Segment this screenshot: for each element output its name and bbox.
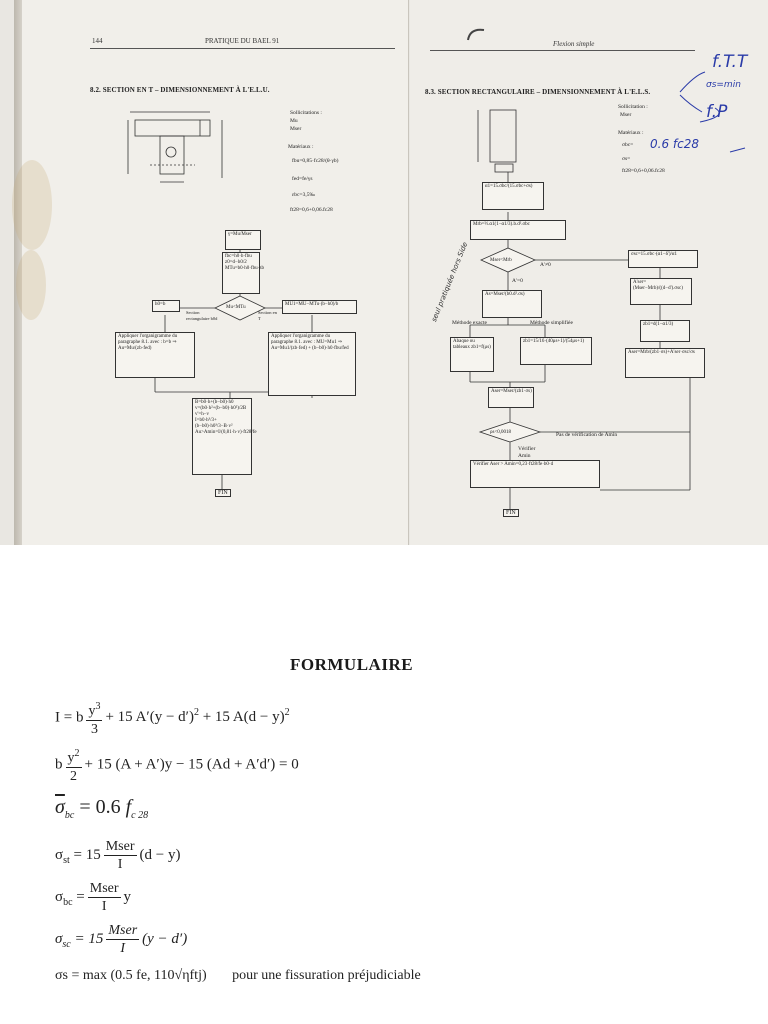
equation-sigma-s-formula: σs = max (0.5 fe, 110√ηftj) xyxy=(55,968,207,983)
flow-box-calc xyxy=(222,252,265,294)
label-no-check: Pas de vérification de Amin xyxy=(556,432,618,438)
handwritten-sigma-bc-value: 0.6 fc28 xyxy=(650,137,699,151)
flow-box-aser-right: Aser=Mrb/(zb1·σs)+A'ser·σsc/σs xyxy=(625,348,705,378)
calc-line: fbc=h0·b·fbu xyxy=(225,254,252,259)
fin-right: FIN xyxy=(503,509,519,517)
equation-sigma-bc-limit: $\overline{\sigma}_{bc} = 0.6$ $f_{c 28}$ xyxy=(55,796,149,821)
handwritten-ftt: f.T.T xyxy=(712,52,748,72)
running-head-left: PRATIQUE DU BAEL 91 xyxy=(205,37,280,45)
label-method-simple: Méthode simplifiée xyxy=(530,320,573,326)
equation-neutral-axis: b $\frac{y^2}{2}$ + 15 (A + A′)y − 15 (Ad + A′d′) = 0 xyxy=(55,745,299,785)
flow-box-zb1-right: zb1=d(1−α1/3) xyxy=(640,320,690,342)
label-a-zero: A'=0 xyxy=(512,278,523,284)
decision-rho: ρs<0,0018 xyxy=(490,430,512,435)
sollicitation-mser-right: Mser xyxy=(620,112,632,118)
sollicitation-mu: Mu xyxy=(290,118,298,124)
final-line: Au>Amin=I/(0,81·h·v)·ft28/fe xyxy=(195,430,257,435)
handwritten-fp: f.P xyxy=(706,102,728,122)
flow-box-apply-left: Appliquer l'organigramme du paragraphe 8.1. avec : b=b ⇒ Au=Mu/(zb·fed) xyxy=(115,332,195,378)
decision-left: Mu<MTu xyxy=(226,305,246,310)
fin-left: FIN xyxy=(215,489,231,497)
equation-sigma-bc: $\sigma_{bc}$ = $\frac{\text{Mser}}{I}$ y xyxy=(55,881,132,914)
equation-sigma-sc: $\sigma_{sc} = 15$ $\frac{\text{Mser}}{I}$ (y − d′) xyxy=(55,923,188,956)
sollicitations-label-left: Sollicitations : xyxy=(290,110,322,116)
handwritten-vertical-note: seul pratiquée hors Side xyxy=(430,241,470,323)
label-verify: Vérifier Amin xyxy=(518,446,536,459)
flow-box-a-prime: A'ser=(Mser−Mrb)/((d−d').σsc) xyxy=(630,278,692,305)
equation-sigma-s-note: pour une fissuration préjudiciable xyxy=(232,968,421,983)
materiau-fed: fed=fe/γs xyxy=(292,176,313,182)
calc-line: z0=d−h0/2 xyxy=(225,260,247,265)
equation-sigma-st: $\sigma_{st} = 15$ $\frac{\text{Mser}}{I}$ (d − y) xyxy=(55,839,181,872)
final-line: v=(b0·h²+(b−b0)·h0²)/2B xyxy=(195,406,247,411)
sollicitation-label-right: Sollicitation : xyxy=(618,104,648,110)
final-line: v'=h−v xyxy=(195,412,210,417)
final-line: I=b0·h³/3+(b−b0)·h0³/3−B·v² xyxy=(195,418,233,429)
materiau-ebc: εbc=3,5‰ xyxy=(292,192,315,198)
section-title-right: 8.3. SECTION RECTANGULAIRE – DIMENSIONNEMENT À L'E.L.S. xyxy=(425,88,651,96)
materiau-ft28-right: ft28=0,6+0,06.fc28 xyxy=(622,168,665,174)
flow-box-verify: Vérifier Aser > Amin=0,23·ft28/fe·b0·d xyxy=(470,460,600,488)
materiau-ft28: ft28=0,6+0,06.fc28 xyxy=(290,207,333,213)
decision-mser: Mser<Mrb xyxy=(490,258,512,263)
running-head-right: Flexion simple xyxy=(553,40,595,48)
label-section-rect: Section rectangulaire b0d xyxy=(186,310,218,321)
sollicitation-mser: Mser xyxy=(290,126,302,132)
materiau-fbu: fbu=0,85·fc28/(θ·γb) xyxy=(292,158,339,164)
flow-box-as: As=Mser/(b0.d².σs) xyxy=(482,290,542,318)
section-title-left: 8.2. SECTION EN T – DIMENSIONNEMENT À L'E.L.U. xyxy=(90,86,270,94)
materiau-sigma-bc: σbc= xyxy=(622,142,634,148)
final-line: B=b0·h+(b−b0)·h0 xyxy=(195,400,234,405)
formulaire-title: FORMULAIRE xyxy=(290,655,414,674)
calc-line: MTu=b0·h0·fbu·zb xyxy=(225,266,265,271)
flow-box-alpha: α1=15.σbc/(15.σbc+σs) xyxy=(482,182,544,210)
page-number: 144 xyxy=(92,37,103,45)
label-a-nonzero: A'≠0 xyxy=(540,262,551,268)
flow-box-zb1: zb1=15/16·(40μs+1)/(54μs+1) xyxy=(520,337,592,365)
flow-box-h0: h0=b xyxy=(152,300,180,312)
flow-box-aser: Aser=Mser/(zb1·σs) xyxy=(488,387,534,408)
materiau-sigma-s: σs= xyxy=(622,156,631,162)
flow-box-mu1: MU1=MU−MTu·(b−h0)/b xyxy=(282,300,357,314)
materiaux-label-left: Matériaux : xyxy=(288,144,314,150)
flow-box-mrb: Mrb=½.α1(1−α1/3).b.d².σbc xyxy=(470,220,566,240)
label-method-exact: Méthode exacte xyxy=(452,320,487,326)
t-section-drawing xyxy=(128,112,222,182)
scan-artifact xyxy=(468,30,484,40)
flow-box-final-left xyxy=(192,398,257,475)
equation-inertia: I = b $\frac{y^3}{3}$ + 15 $A'(y - d')^2 + 15$ $A(d - y)^2$ xyxy=(55,698,290,738)
flow-box-abaque: Abaque ou tableaux zb1=f(μs) xyxy=(450,337,494,372)
flow-box-sigma-sc: σsc=15.σbc·(α1−δ')/α1 xyxy=(628,250,698,268)
flow-box-apply-right: Appliquer l'organigramme du paragraphe 8.1. avec : MU=Mu1 ⇒ Au=Mu1/(zb·fed) + (b−b0)·h0·fbu/fed xyxy=(268,332,356,396)
label-section-t: Section en T xyxy=(258,310,277,321)
equation-sigma-s xyxy=(55,968,421,984)
materiaux-label-right: Matériaux : xyxy=(618,130,644,136)
handwritten-sigma-min: σs=min xyxy=(706,80,741,90)
flow-box-gamma: γ=Mu/Mser xyxy=(225,230,261,250)
